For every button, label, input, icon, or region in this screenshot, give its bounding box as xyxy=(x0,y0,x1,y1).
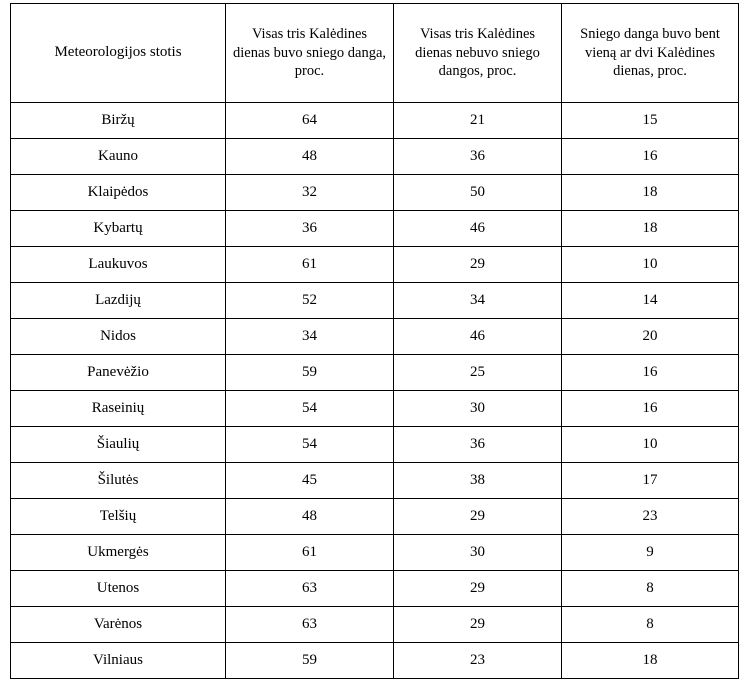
cell-all-three-with-snow: 34 xyxy=(226,319,394,355)
table-row xyxy=(11,355,739,391)
cell-station: Biržų xyxy=(11,103,226,139)
cell-station: Kauno xyxy=(11,139,226,175)
cell-station: Utenos xyxy=(11,571,226,607)
table-row xyxy=(11,319,739,355)
cell-all-three-no-snow: 29 xyxy=(394,499,562,535)
cell-station: Nidos xyxy=(11,319,226,355)
cell-one-or-two-days: 10 xyxy=(562,427,739,463)
cell-all-three-with-snow: 63 xyxy=(226,607,394,643)
cell-all-three-no-snow: 29 xyxy=(394,607,562,643)
cell-all-three-no-snow: 36 xyxy=(394,427,562,463)
cell-all-three-with-snow: 54 xyxy=(226,427,394,463)
cell-station: Ukmergės xyxy=(11,535,226,571)
cell-one-or-two-days: 15 xyxy=(562,103,739,139)
cell-all-three-no-snow: 46 xyxy=(394,211,562,247)
cell-station: Klaipėdos xyxy=(11,175,226,211)
cell-all-three-with-snow: 32 xyxy=(226,175,394,211)
cell-station: Kybartų xyxy=(11,211,226,247)
cell-station: Raseinių xyxy=(11,391,226,427)
cell-all-three-no-snow: 29 xyxy=(394,571,562,607)
cell-one-or-two-days: 17 xyxy=(562,463,739,499)
column-header-all-three-with-snow: Visas tris Kalėdines dienas buvo sniego danga, proc. xyxy=(226,4,394,103)
cell-station: Šiaulių xyxy=(11,427,226,463)
cell-all-three-no-snow: 38 xyxy=(394,463,562,499)
cell-one-or-two-days: 16 xyxy=(562,355,739,391)
cell-all-three-no-snow: 25 xyxy=(394,355,562,391)
cell-one-or-two-days: 18 xyxy=(562,211,739,247)
cell-all-three-no-snow: 34 xyxy=(394,283,562,319)
table-header xyxy=(11,4,739,103)
table-row xyxy=(11,139,739,175)
table-row xyxy=(11,571,739,607)
column-header-station: Meteorologijos stotis xyxy=(11,4,226,103)
table-row xyxy=(11,643,739,679)
table-row xyxy=(11,211,739,247)
table-row xyxy=(11,175,739,211)
cell-all-three-with-snow: 36 xyxy=(226,211,394,247)
cell-all-three-with-snow: 45 xyxy=(226,463,394,499)
table-row xyxy=(11,535,739,571)
snow-cover-statistics-table xyxy=(10,3,739,679)
cell-station: Lazdijų xyxy=(11,283,226,319)
cell-one-or-two-days: 14 xyxy=(562,283,739,319)
cell-all-three-no-snow: 30 xyxy=(394,391,562,427)
cell-one-or-two-days: 10 xyxy=(562,247,739,283)
cell-station: Panevėžio xyxy=(11,355,226,391)
cell-station: Varėnos xyxy=(11,607,226,643)
table-row xyxy=(11,499,739,535)
cell-all-three-with-snow: 48 xyxy=(226,139,394,175)
cell-one-or-two-days: 8 xyxy=(562,571,739,607)
cell-all-three-no-snow: 29 xyxy=(394,247,562,283)
cell-one-or-two-days: 9 xyxy=(562,535,739,571)
table-row xyxy=(11,427,739,463)
table-row xyxy=(11,103,739,139)
column-header-one-or-two-days: Sniego danga buvo bent vieną ar dvi Kalėdines dienas, proc. xyxy=(562,4,739,103)
cell-one-or-two-days: 16 xyxy=(562,139,739,175)
cell-all-three-no-snow: 21 xyxy=(394,103,562,139)
cell-all-three-with-snow: 52 xyxy=(226,283,394,319)
cell-all-three-with-snow: 59 xyxy=(226,355,394,391)
cell-all-three-no-snow: 36 xyxy=(394,139,562,175)
cell-all-three-no-snow: 30 xyxy=(394,535,562,571)
table-row xyxy=(11,283,739,319)
cell-one-or-two-days: 23 xyxy=(562,499,739,535)
column-header-all-three-no-snow: Visas tris Kalėdines dienas nebuvo sniego dangos, proc. xyxy=(394,4,562,103)
table-row xyxy=(11,247,739,283)
cell-all-three-with-snow: 61 xyxy=(226,535,394,571)
cell-all-three-with-snow: 48 xyxy=(226,499,394,535)
cell-one-or-two-days: 18 xyxy=(562,643,739,679)
cell-all-three-no-snow: 50 xyxy=(394,175,562,211)
cell-one-or-two-days: 20 xyxy=(562,319,739,355)
cell-station: Laukuvos xyxy=(11,247,226,283)
table-header-row xyxy=(11,4,739,103)
cell-all-three-with-snow: 64 xyxy=(226,103,394,139)
cell-one-or-two-days: 8 xyxy=(562,607,739,643)
cell-station: Telšių xyxy=(11,499,226,535)
table-body xyxy=(11,103,739,679)
table-row xyxy=(11,463,739,499)
cell-all-three-no-snow: 23 xyxy=(394,643,562,679)
table-row xyxy=(11,607,739,643)
cell-all-three-with-snow: 59 xyxy=(226,643,394,679)
cell-all-three-with-snow: 54 xyxy=(226,391,394,427)
cell-one-or-two-days: 18 xyxy=(562,175,739,211)
cell-one-or-two-days: 16 xyxy=(562,391,739,427)
cell-station: Vilniaus xyxy=(11,643,226,679)
table-row xyxy=(11,391,739,427)
cell-station: Šilutės xyxy=(11,463,226,499)
cell-all-three-no-snow: 46 xyxy=(394,319,562,355)
cell-all-three-with-snow: 61 xyxy=(226,247,394,283)
cell-all-three-with-snow: 63 xyxy=(226,571,394,607)
